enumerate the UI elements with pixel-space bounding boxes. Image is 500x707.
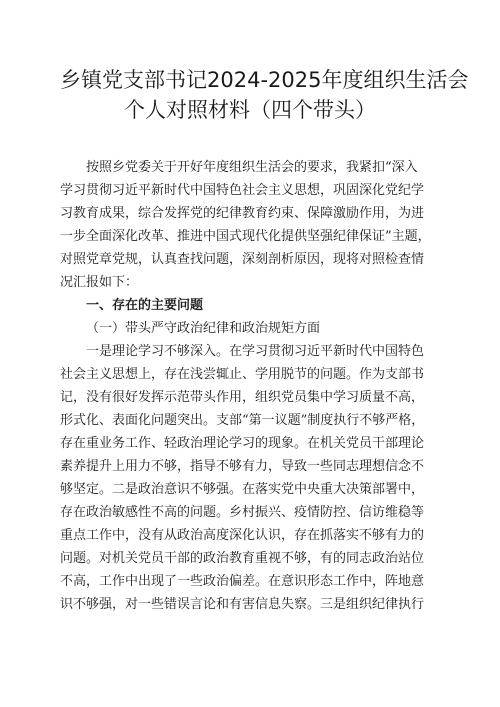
section-heading: 一、存在的主要问题 [86,298,204,313]
intro-line: 学习贯彻习近平新时代中国特色社会主义思想，巩固深化党纪学 [60,183,425,198]
paragraph-line: 形式化、表面化问题突出。支部“第一议题”制度执行不够严格， [60,413,425,428]
paragraph-line: 够坚定。二是政治意识不够强。在落实党中央重大决策部署中， [60,482,425,497]
document-title-line-2: 个人对照材料（四个带头） [124,98,376,122]
paragraph-line: 素养提升上用力不够，指导不够有力，导致一些同志理想信念不 [60,459,425,474]
paragraph-line: 一是理论学习不够深入。在学习贯彻习近平新时代中国特色 [86,344,425,359]
subsection-heading: （一）带头严守政治纪律和政治规矩方面 [86,321,321,336]
document-body [60,156,442,616]
paragraph-line: 社会主义思想上，存在浅尝辄止、学用脱节的问题。作为支部书 [60,367,425,382]
paragraph-line: 存在重业务工作、轻政治理论学习的现象。在机关党员干部理论 [60,436,425,451]
intro-line: 况汇报如下： [60,275,139,290]
paragraph-line: 不高，工作中出现了一些政治偏差。在意识形态工作中，阵地意 [60,574,425,589]
paragraph-line: 重点工作中，没有从政治高度深化认识，存在抓落实不够有力的 [60,528,425,543]
paragraph-line: 识不够强，对一些错误言论和有害信息失察。三是组织纪律执行 [60,597,425,612]
document-title-line-1: 乡镇党支部书记2024-2025年度组织生活会 [60,68,469,92]
paragraph-line: 存在政治敏感性不高的问题。乡村振兴、疫情防控、信访维稳等 [60,505,425,520]
paragraph-line: 记，没有很好发挥示范带头作用，组织党员集中学习质量不高， [60,390,425,405]
intro-line: 对照党章党规，认真查找问题，深刻剖析原因，现将对照检查情 [60,252,425,267]
paragraph-line: 问题。对机关党员干部的政治教育重视不够，有的同志政治站位 [60,551,425,566]
intro-line: 习教育成果，综合发挥党的纪律教育约束、保障激励作用，为进 [60,206,425,221]
intro-line: 按照乡党委关于开好年度组织生活会的要求，我紧扣“深入 [86,160,418,175]
intro-line: 一步全面深化改革、推进中国式现代化提供坚强纪律保证”主题， [60,229,431,244]
